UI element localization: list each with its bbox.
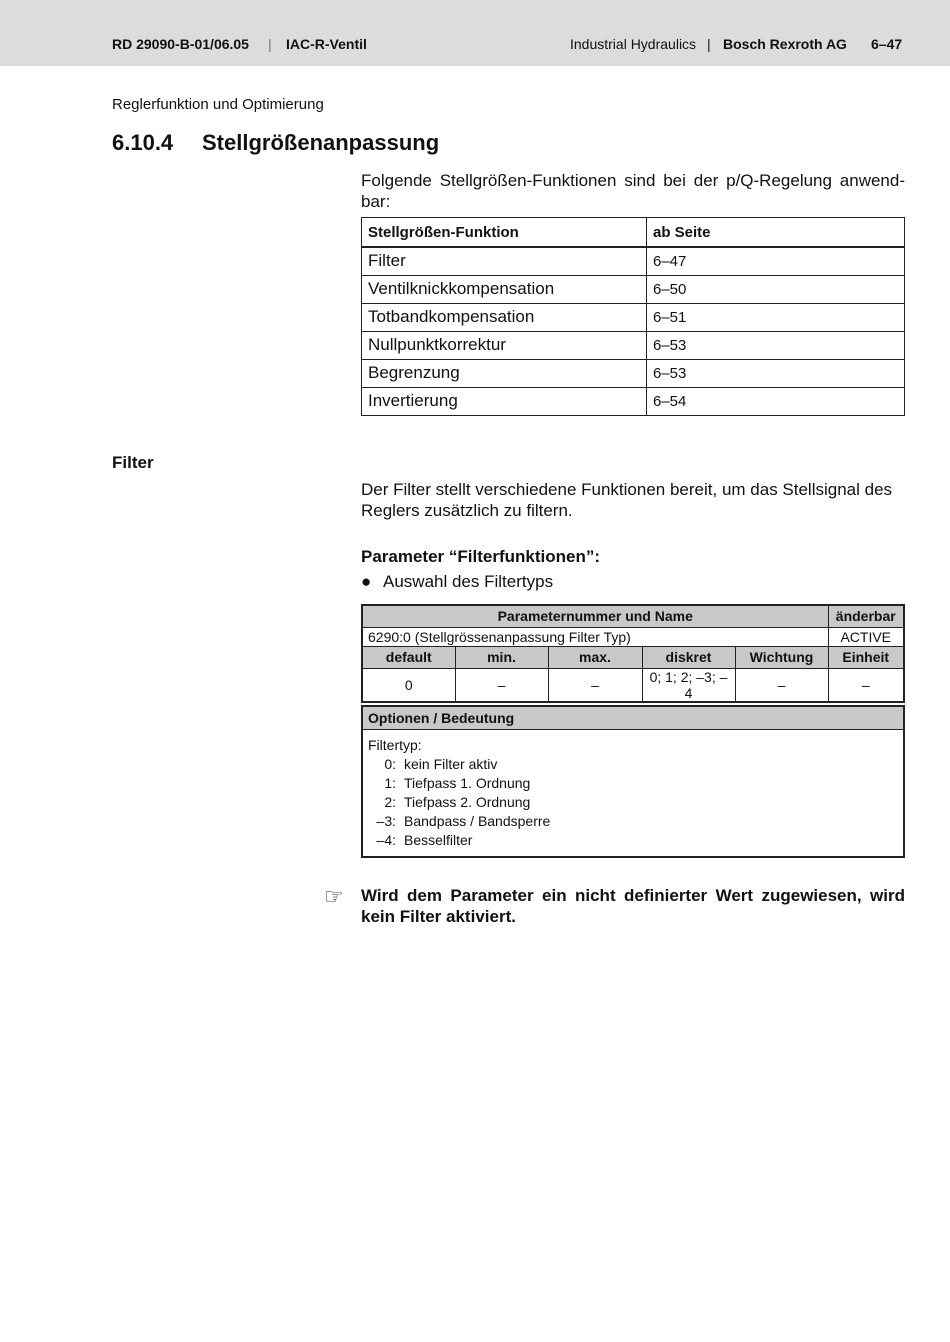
column-header-discrete: diskret: [642, 646, 735, 668]
function-name: Totbandkompensation: [362, 303, 647, 331]
column-header-function: Stellgrößen-Funktion: [362, 218, 647, 248]
table-row: [362, 387, 905, 415]
value-default: 0: [362, 668, 455, 702]
value-max: –: [548, 668, 642, 702]
option-text: Besselfilter: [404, 832, 473, 848]
value-unit: –: [828, 668, 904, 702]
list-item: [368, 755, 898, 774]
option-text: kein Filter aktiv: [404, 756, 498, 772]
table-header-row: [362, 646, 904, 668]
bullet-icon: ●: [361, 572, 372, 591]
table-header-row: [362, 218, 905, 248]
function-page: 6–53: [647, 359, 905, 387]
table-row: [362, 359, 905, 387]
function-name: Nullpunktkorrektur: [362, 331, 647, 359]
parameter-table: [361, 604, 905, 703]
table-row: [362, 730, 904, 858]
intro-text: Folgende Stellgrößen-Funktionen sind bei der p/Q-Regelung anwend-bar:: [361, 171, 905, 211]
doc-id: RD 29090-B-01/06.05: [112, 36, 249, 52]
header-separator: |: [707, 36, 711, 52]
note-text: Wird dem Parameter ein nicht definierter Wert zugewiesen, wird kein Filter aktiviert.: [361, 886, 905, 926]
value-weighting: –: [735, 668, 828, 702]
page-title: [112, 130, 439, 156]
table-row: [362, 331, 905, 359]
parameter-heading: Parameter “Filterfunktionen”:: [361, 547, 600, 566]
heading-number: 6.10.4: [112, 130, 174, 155]
table-row: [362, 247, 905, 275]
bullet-text: Auswahl des Filtertyps: [383, 572, 554, 591]
bullet-item: [361, 572, 553, 592]
option-code: –4:: [376, 832, 396, 848]
company-name: Bosch Rexroth AG: [723, 36, 847, 52]
column-header-min: min.: [455, 646, 548, 668]
options-body: [362, 730, 904, 858]
column-header-weighting: Wichtung: [735, 646, 828, 668]
list-item: [368, 774, 898, 793]
options-table: [361, 705, 905, 858]
pointing-hand-icon: ☞: [324, 884, 344, 909]
function-page: 6–53: [647, 331, 905, 359]
option-code: 0:: [384, 756, 396, 772]
param-changeable: ACTIVE: [828, 627, 904, 646]
function-name: Ventilknickkompensation: [362, 275, 647, 303]
table-row: [362, 668, 904, 702]
option-code: 1:: [384, 775, 396, 791]
function-name: Filter: [362, 247, 647, 275]
column-header-page: ab Seite: [647, 218, 905, 248]
column-header-param-name: Parameternummer und Name: [362, 605, 828, 627]
value-min: –: [455, 668, 548, 702]
section-label: Reglerfunktion und Optimierung: [112, 96, 324, 113]
function-page: 6–54: [647, 387, 905, 415]
options-title: Filtertyp:: [368, 737, 422, 753]
page-header: [0, 0, 950, 66]
column-header-default: default: [362, 646, 455, 668]
product-name: IAC-R-Ventil: [286, 36, 367, 52]
function-name: Invertierung: [362, 387, 647, 415]
option-code: 2:: [384, 794, 396, 810]
function-page: 6–47: [647, 247, 905, 275]
param-name: 6290:0 (Stellgrössenanpassung Filter Typ): [362, 627, 828, 646]
page-number: 6–47: [871, 36, 903, 52]
table-row: [362, 275, 905, 303]
table-row: [362, 627, 904, 646]
option-text: Bandpass / Bandsperre: [404, 813, 551, 829]
filter-description: Der Filter stellt verschiedene Funktionen bereit, um das Stellsignal des Reglers zusätzlich zu filtern.: [361, 480, 893, 520]
column-header-max: max.: [548, 646, 642, 668]
option-text: Tiefpass 2. Ordnung: [404, 794, 531, 810]
list-item: [368, 831, 898, 850]
option-code: –3:: [376, 813, 396, 829]
function-page: 6–50: [647, 275, 905, 303]
header-separator: |: [268, 36, 272, 52]
filter-side-label: Filter: [112, 453, 154, 472]
heading-title: Stellgrößenanpassung: [202, 130, 440, 155]
list-item: [368, 793, 898, 812]
table-row: [362, 303, 905, 331]
table-header-row: [362, 605, 904, 627]
option-text: Tiefpass 1. Ordnung: [404, 775, 531, 791]
value-discrete: 0; 1; 2; –3; –4: [642, 668, 735, 702]
column-header-unit: Einheit: [828, 646, 904, 668]
column-header-changeable: änderbar: [828, 605, 904, 627]
list-item: [368, 812, 898, 831]
function-page: 6–51: [647, 303, 905, 331]
division-name: Industrial Hydraulics: [570, 36, 697, 52]
function-name: Begrenzung: [362, 359, 647, 387]
functions-table: [361, 217, 905, 416]
table-header-row: [362, 706, 904, 730]
options-header: Optionen / Bedeutung: [362, 706, 904, 730]
